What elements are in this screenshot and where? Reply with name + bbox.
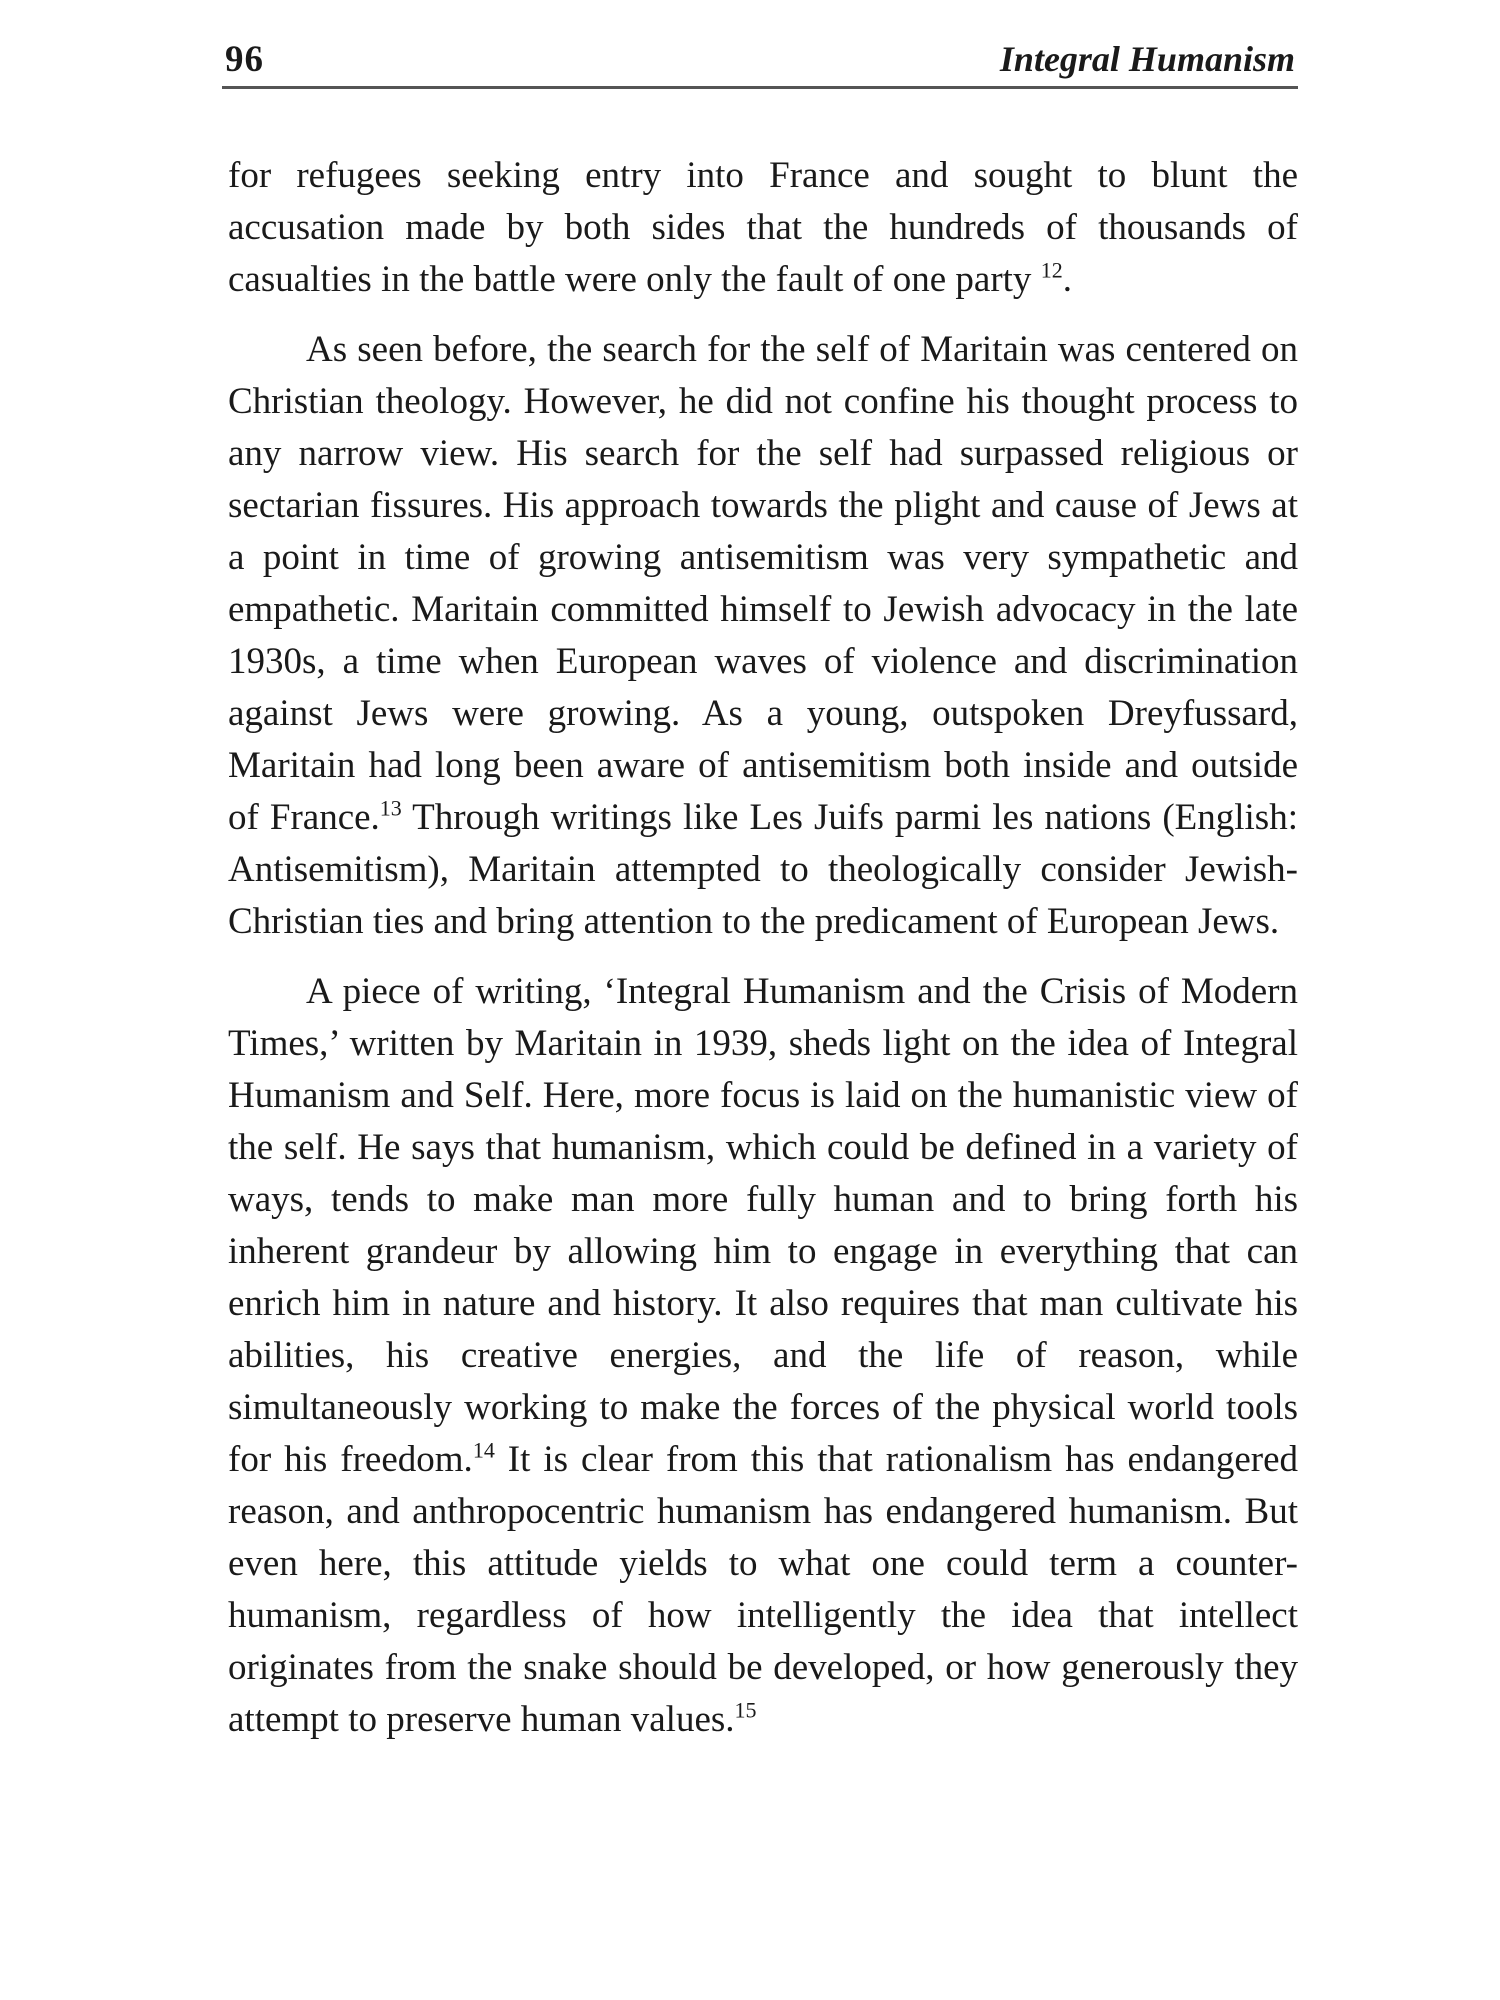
footnote-marker: 13	[379, 795, 402, 821]
header-rule	[222, 86, 1298, 89]
body-text	[228, 150, 1298, 1746]
footnote-marker: 14	[472, 1437, 495, 1463]
page-number: 96	[225, 39, 264, 80]
text-run: A piece of writing, ‘Integral Humanism and the Crisis of Modern Times,’ written by Maritain in 1939, sheds light on the idea of Integral Humanism and Self. Here, more focus is laid on the humanistic view of the self. He says that humanism, which could be defined in a variety of ways, tends to make man more fully human and to bring forth his inherent grandeur by allowing him to engage in everything that can enrich him in nature and history. It also requires that man cultivate his abilities, his creative energies, and the life of reason, while simultaneously working to make the forces of the physical world tools for his freedom.	[228, 971, 1298, 1480]
footnote-marker: 15	[734, 1697, 757, 1723]
text-run: Through writings like Les Juifs parmi les nations (English: Antisemitism), Maritain attempted to theologically consider Jewish-Christian ties and bring attention to the predicament of European Jews.	[228, 797, 1298, 942]
text-run: .	[1062, 259, 1072, 300]
text-run: As seen before, the search for the self of Maritain was centered on Christian theology. However, he did not confine his thought process to any narrow view. His search for the self had surpassed religious or sectarian fissures. His approach towards the plight and cause of Jews at a point in time of growing antisemitism was very sympathetic and empathetic. Maritain committed himself to Jewish advocacy in the late 1930s, a time when European waves of violence and discrimination against Jews were growing. As a young, outspoken Dreyfussard, Maritain had long been aware of antisemitism both inside and outside of France.	[228, 329, 1298, 838]
paragraph	[228, 324, 1298, 948]
running-title: Integral Humanism	[999, 39, 1295, 79]
paragraph	[228, 966, 1298, 1746]
footnote-marker: 12	[1040, 257, 1063, 283]
paragraph	[228, 150, 1298, 306]
text-run: It is clear from this that rationalism has endangered reason, and anthropocentric humanism has endangered humanism. But even here, this attitude yields to what one could term a counter-humanism, regardless of how intelligently the idea that intellect originates from the snake should be developed, or how generously they attempt to preserve human values.	[228, 1439, 1298, 1740]
text-run: for refugees seeking entry into France and sought to blunt the accusation made by both sides that the hundreds of thousands of casualties in the battle were only the fault of one party	[228, 155, 1298, 300]
running-head	[225, 30, 1295, 90]
